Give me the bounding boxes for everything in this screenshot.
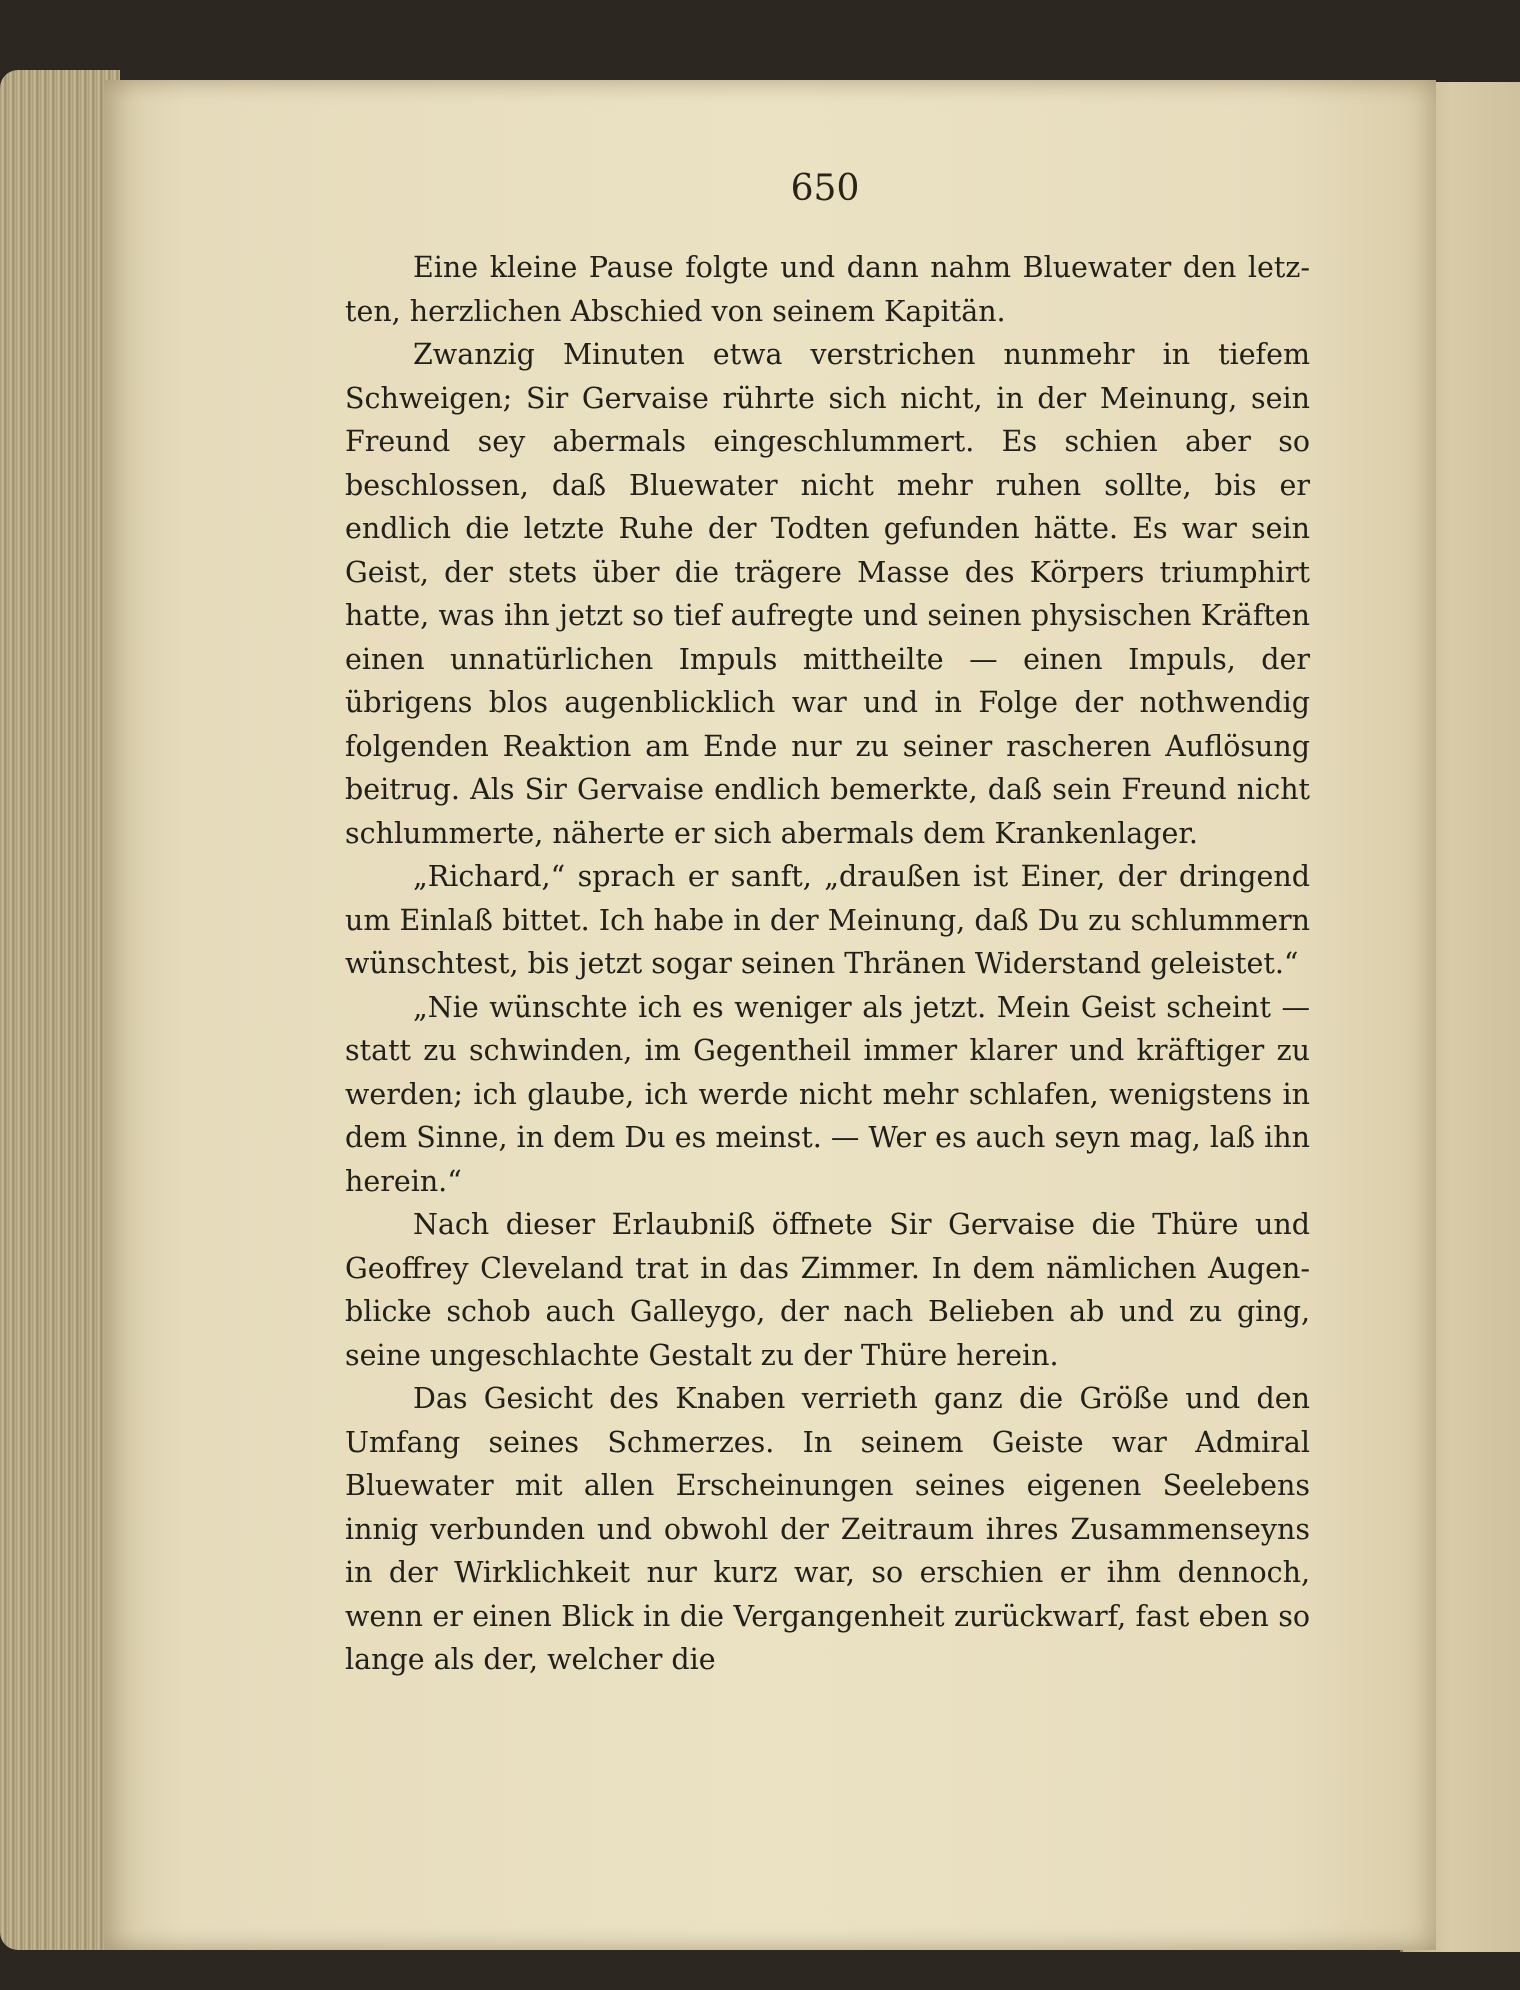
page-edges [0,70,120,1950]
body-text [345,246,1310,1682]
page-number: 650 [790,168,860,209]
paragraph: Nach dieser Erlaubniß öffnete Sir Gervaise die Thüre und Geoffrey Cleveland trat in das Zimmer. In dem nämlichen Augenblicke schob auch Galleygo, der nach Belieben ab und zu ging, seine ungeschlachte Gestalt zu der Thüre herein. [345,1208,1310,1372]
paragraph: Zwanzig Minuten etwa verstrichen nunmehr in tiefem Schweigen; Sir Gervaise rührte sich nicht, in der Meinung, sein Freund sey abermals eingeschlummert. Es schien aber so beschlossen, daß Bluewater nicht mehr ruhen sollte, bis er endlich die letzte Ruhe der Todten gefunden hätte. Es war sein Geist, der stets über die trägere Masse des Körpers triumphirt hatte, was ihn jetzt so tief aufregte und seinen physischen Kräften einen unnatürlichen Impuls mittheilte — einen Impuls, der übrigens blos augenblicklich war und in Folge der nothwendig folgenden Reaktion am Ende nur zu seiner rascheren Auflösung beitrug. Als Sir Gervaise endlich bemerkte, daß sein Freund nicht schlummerte, näherte er sich abermals dem Krankenlager. [345,338,1310,850]
paragraph: Das Gesicht des Knaben verrieth ganz die Größe und den Umfang seines Schmerzes. In seinem Geiste war Admiral Bluewater mit allen Erscheinungen seines eigenen Seelebens innig verbunden und obwohl der Zeitraum ihres Zusammenseyns in der Wirklichkeit nur kurz war, so erschien er ihm dennoch, wenn er einen Blick in die Vergangenheit zurückwarf, fast eben so lange als der, welcher die [345,1382,1310,1676]
paragraph: „Richard,“ sprach er sanft, „draußen ist Einer, der dringend um Einlaß bittet. Ich habe in der Meinung, daß Du zu schlummern wünschtest, bis jetzt sogar seinen Thränen Widerstand geleistet.“ [345,860,1310,980]
paragraph: „Nie wünschte ich es weniger als jetzt. Mein Geist scheint — statt zu schwinden, im Gegentheil immer klarer und kräftiger zu werden; ich glaube, ich werde nicht mehr schlafen, wenigstens in dem Sinne, in dem Du es meinst. — Wer es auch seyn mag, laß ihn herein.“ [345,990,1310,1198]
paragraph: Eine kleine Pause folgte und dann nahm Bluewater den letzten, herzlichen Abschied von seinem Kapitän. [345,251,1310,328]
